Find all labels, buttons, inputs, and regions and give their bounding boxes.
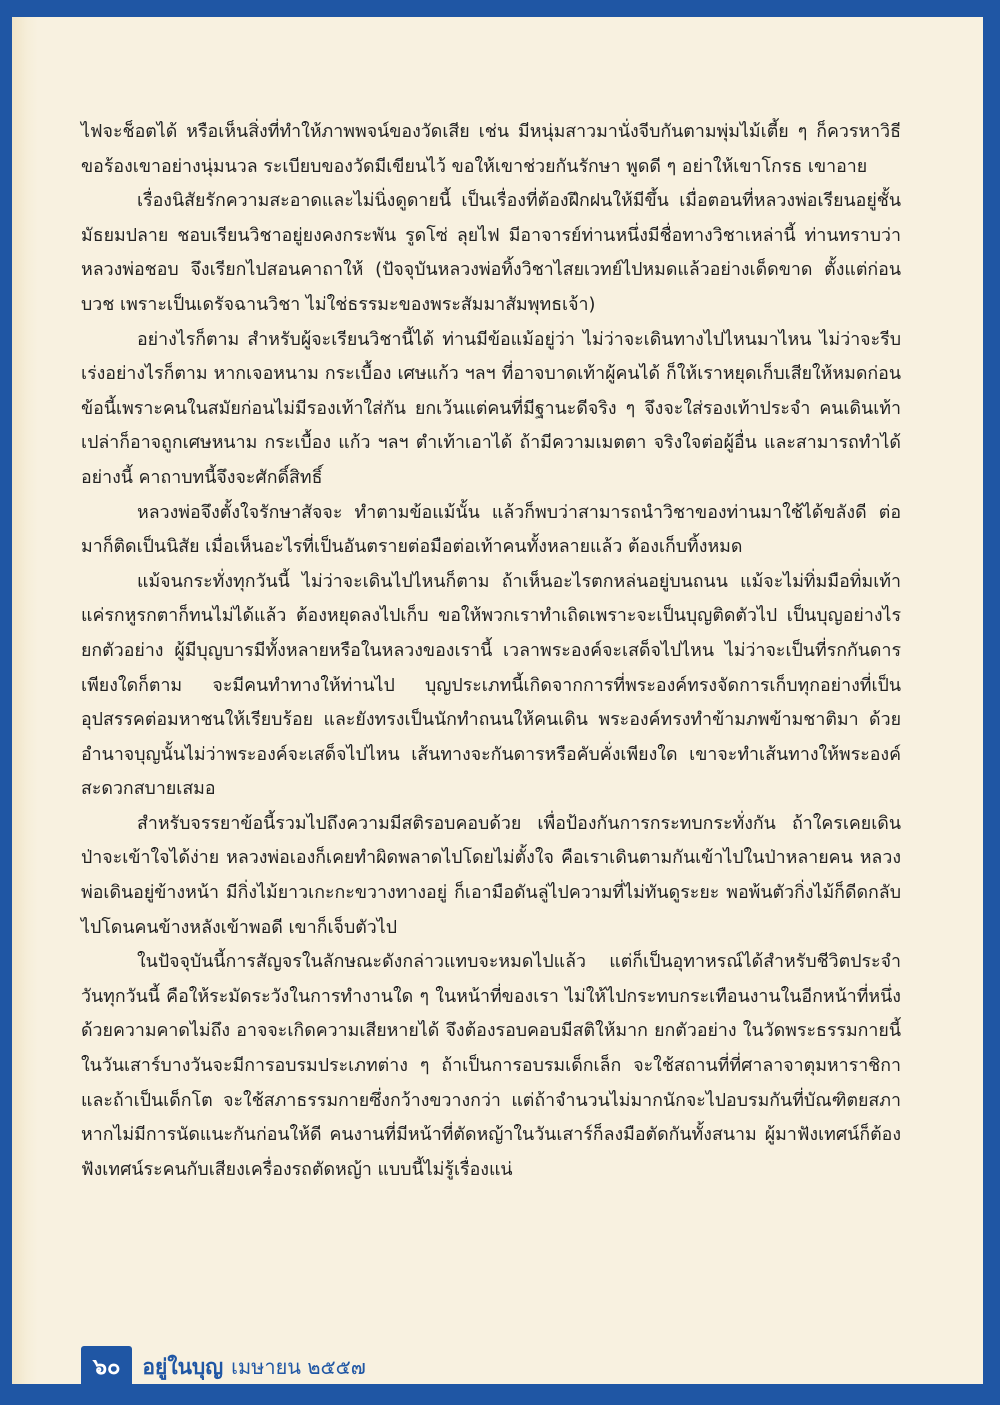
magazine-title: อยู่ในบุญ (142, 1354, 224, 1379)
article-body (81, 115, 901, 1187)
paragraph: เรื่องนิสัยรักความสะอาดและไม่นิ่งดูดายนี้ เป็นเรื่องที่ต้องฝึกฝนให้มีขึ้น เมื่อตอนที่หลวงพ่อเรียนอยู่ชั้นมัธยมปลาย ชอบเรียนวิชาอยู่ยงคงกระพัน รูดโซ่ ลุยไฟ มีอาจารย์ท่านหนึ่งมีชื่อทางวิชาเหล่านี้ ท่านทราบว่าหลวงพ่อชอบ จึงเรียกไปสอนคาถาให้ (ปัจจุบันหลวงพ่อทิ้งวิชาไสยเวทย์ไปหมดแล้วอย่างเด็ดขาด ตั้งแต่ก่อนบวช เพราะเป็นเดรัจฉานวิชา ไม่ใช่ธรรมะของพระสัมมาสัมพุทธเจ้า) (81, 190, 901, 315)
page-binding-edge (12, 17, 38, 1384)
paragraph: อย่างไรก็ตาม สำหรับผู้จะเรียนวิชานี้ได้ ท่านมีข้อแม้อยู่ว่า ไม่ว่าจะเดินทางไปไหนมาไหน ไม่ว่าจะรีบเร่งอย่างไรก็ตาม หากเจอหนาม กระเบื้อง เศษแก้ว ฯลฯ ที่อาจบาดเท้าผู้คนได้ ก็ให้เราหยุดเก็บเสียให้หมดก่อน ข้อนี้เพราะคนในสมัยก่อนไม่มีรองเท้าใส่กัน ยกเว้นแต่คนที่มีฐานะดีจริง ๆ จึงจะใส่รองเท้าประจำ คนเดินเท้าเปล่าก็อาจถูกเศษหนาม กระเบื้อง แก้ว ฯลฯ ตำเท้าเอาได้ ถ้ามีความเมตตา จริงใจต่อผู้อื่น และสามารถทำได้อย่างนี้ คาถาบทนี้จึงจะศักดิ์สิทธิ์ (81, 328, 901, 488)
paragraph: สำหรับจรรยาข้อนี้รวมไปถึงความมีสติรอบคอบด้วย เพื่อป้องกันการกระทบกระทั่งกัน ถ้าใครเคยเดินป่าจะเข้าใจได้ง่าย หลวงพ่อเองก็เคยทำผิดพลาดไปโดยไม่ตั้งใจ คือเราเดินตามกันเข้าไปในป่าหลายคน หลวงพ่อเดินอยู่ข้างหน้า มีกิ่งไม้ยาวเกะกะขวางทางอยู่ ก็เอามือดันลู่ไปความที่ไม่ทันดูระยะ พอพ้นตัวกิ่งไม้ก็ดีดกลับไปโดนคนข้างหลังเข้าพอดี เขาก็เจ็บตัวไป (81, 812, 901, 938)
paragraph: ในปัจจุบันนี้การสัญจรในลักษณะดังกล่าวแทบจะหมดไปแล้ว แต่ก็เป็นอุทาหรณ์ได้สำหรับชีวิตประจำวันทุกวันนี้ คือให้ระมัดระวังในการทำงานใด ๆ ในหน้าที่ของเรา ไม่ให้ไปกระทบกระเทือนงานในอีกหน้าที่หนึ่งด้วยความคาดไม่ถึง อาจจะเกิดความเสียหายได้ จึงต้องรอบคอบมีสติให้มาก ยกตัวอย่าง ในวัดพระธรรมกายนี้ ในวันเสาร์บางวันจะมีการอบรมประเภทต่าง ๆ ถ้าเป็นการอบรมเด็กเล็ก จะใช้สถานที่ที่ศาลาจาตุมหาราชิกา และถ้าเป็นเด็กโต จะใช้สภาธรรมกายซึ่งกว้างขวางกว่า แต่ถ้าจำนวนไม่มากนักจะไปอบรมกันที่บัณฑิตยสภา หากไม่มีการนัดแนะกันก่อนให้ดี คนงานที่มีหน้าที่ตัดหญ้าในวันเสาร์ก็ลงมือตัดกันทั้งสนาม ผู้มาฟังเทศน์ก็ต้องฟังเทศน์ระคนกับเสียงเครื่องรถตัดหญ้า แบบนี้ไม่รู้เรื่องแน่ (81, 951, 901, 1180)
paragraph: หลวงพ่อจึงตั้งใจรักษาสัจจะ ทำตามข้อแม้นั้น แล้วก็พบว่าสามารถนำวิชาของท่านมาใช้ได้ขลังดี ต่อมาก็ติดเป็นนิสัย เมื่อเห็นอะไรที่เป็นอันตรายต่อมือต่อเท้าคนทั้งหลายแล้ว ต้องเก็บทิ้งหมด (81, 501, 901, 558)
page-footer (81, 1344, 366, 1384)
page-number-badge: ๖๐ (81, 1346, 132, 1384)
paragraph: แม้จนกระทั่งทุกวันนี้ ไม่ว่าจะเดินไปไหนก็ตาม ถ้าเห็นอะไรตกหล่นอยู่บนถนน แม้จะไม่ทิ่มมือทิ่มเท้า แค่รกหูรกตาก็ทนไม่ได้แล้ว ต้องหยุดลงไปเก็บ ขอให้พวกเราทำเถิดเพราะจะเป็นบุญติดตัวไป เป็นบุญอย่างไร ยกตัวอย่าง ผู้มีบุญบารมีทั้งหลายหรือในหลวงของเรานี้ เวลาพระองค์จะเสด็จไปไหน ไม่ว่าจะเป็นที่รกกันดารเพียงใดก็ตาม จะมีคนทำทางให้ท่านไป บุญประเภทนี้เกิดจากการที่พระองค์ทรงจัดการเก็บทุกอย่างที่เป็นอุปสรรคต่อมหาชนให้เรียบร้อย และยังทรงเป็นนักทำถนนให้คนเดิน พระองค์ทรงทำข้ามภพข้ามชาติมา ด้วยอำนาจบุญนั้นไม่ว่าพระองค์จะเสด็จไปไหน เส้นทางจะกันดารหรือคับคั่งเพียงใด เขาจะทำเส้นทางให้พระองค์สะดวกสบายเสมอ (81, 570, 901, 800)
issue-date: เมษายน ๒๕๕๗ (231, 1355, 366, 1379)
page-sheet (12, 17, 983, 1384)
paragraph: ไฟจะช็อตได้ หรือเห็นสิ่งที่ทำให้ภาพพจน์ของวัดเสีย เช่น มีหนุ่มสาวมานั่งจีบกันตามพุ่มไม้เตี้ย ๆ ก็ควรหาวิธีขอร้องเขาอย่างนุ่มนวล ระเบียบของวัดมีเขียนไว้ ขอให้เขาช่วยกันรักษา พูดดี ๆ อย่าให้เขาโกรธ เขาอาย (81, 121, 901, 177)
